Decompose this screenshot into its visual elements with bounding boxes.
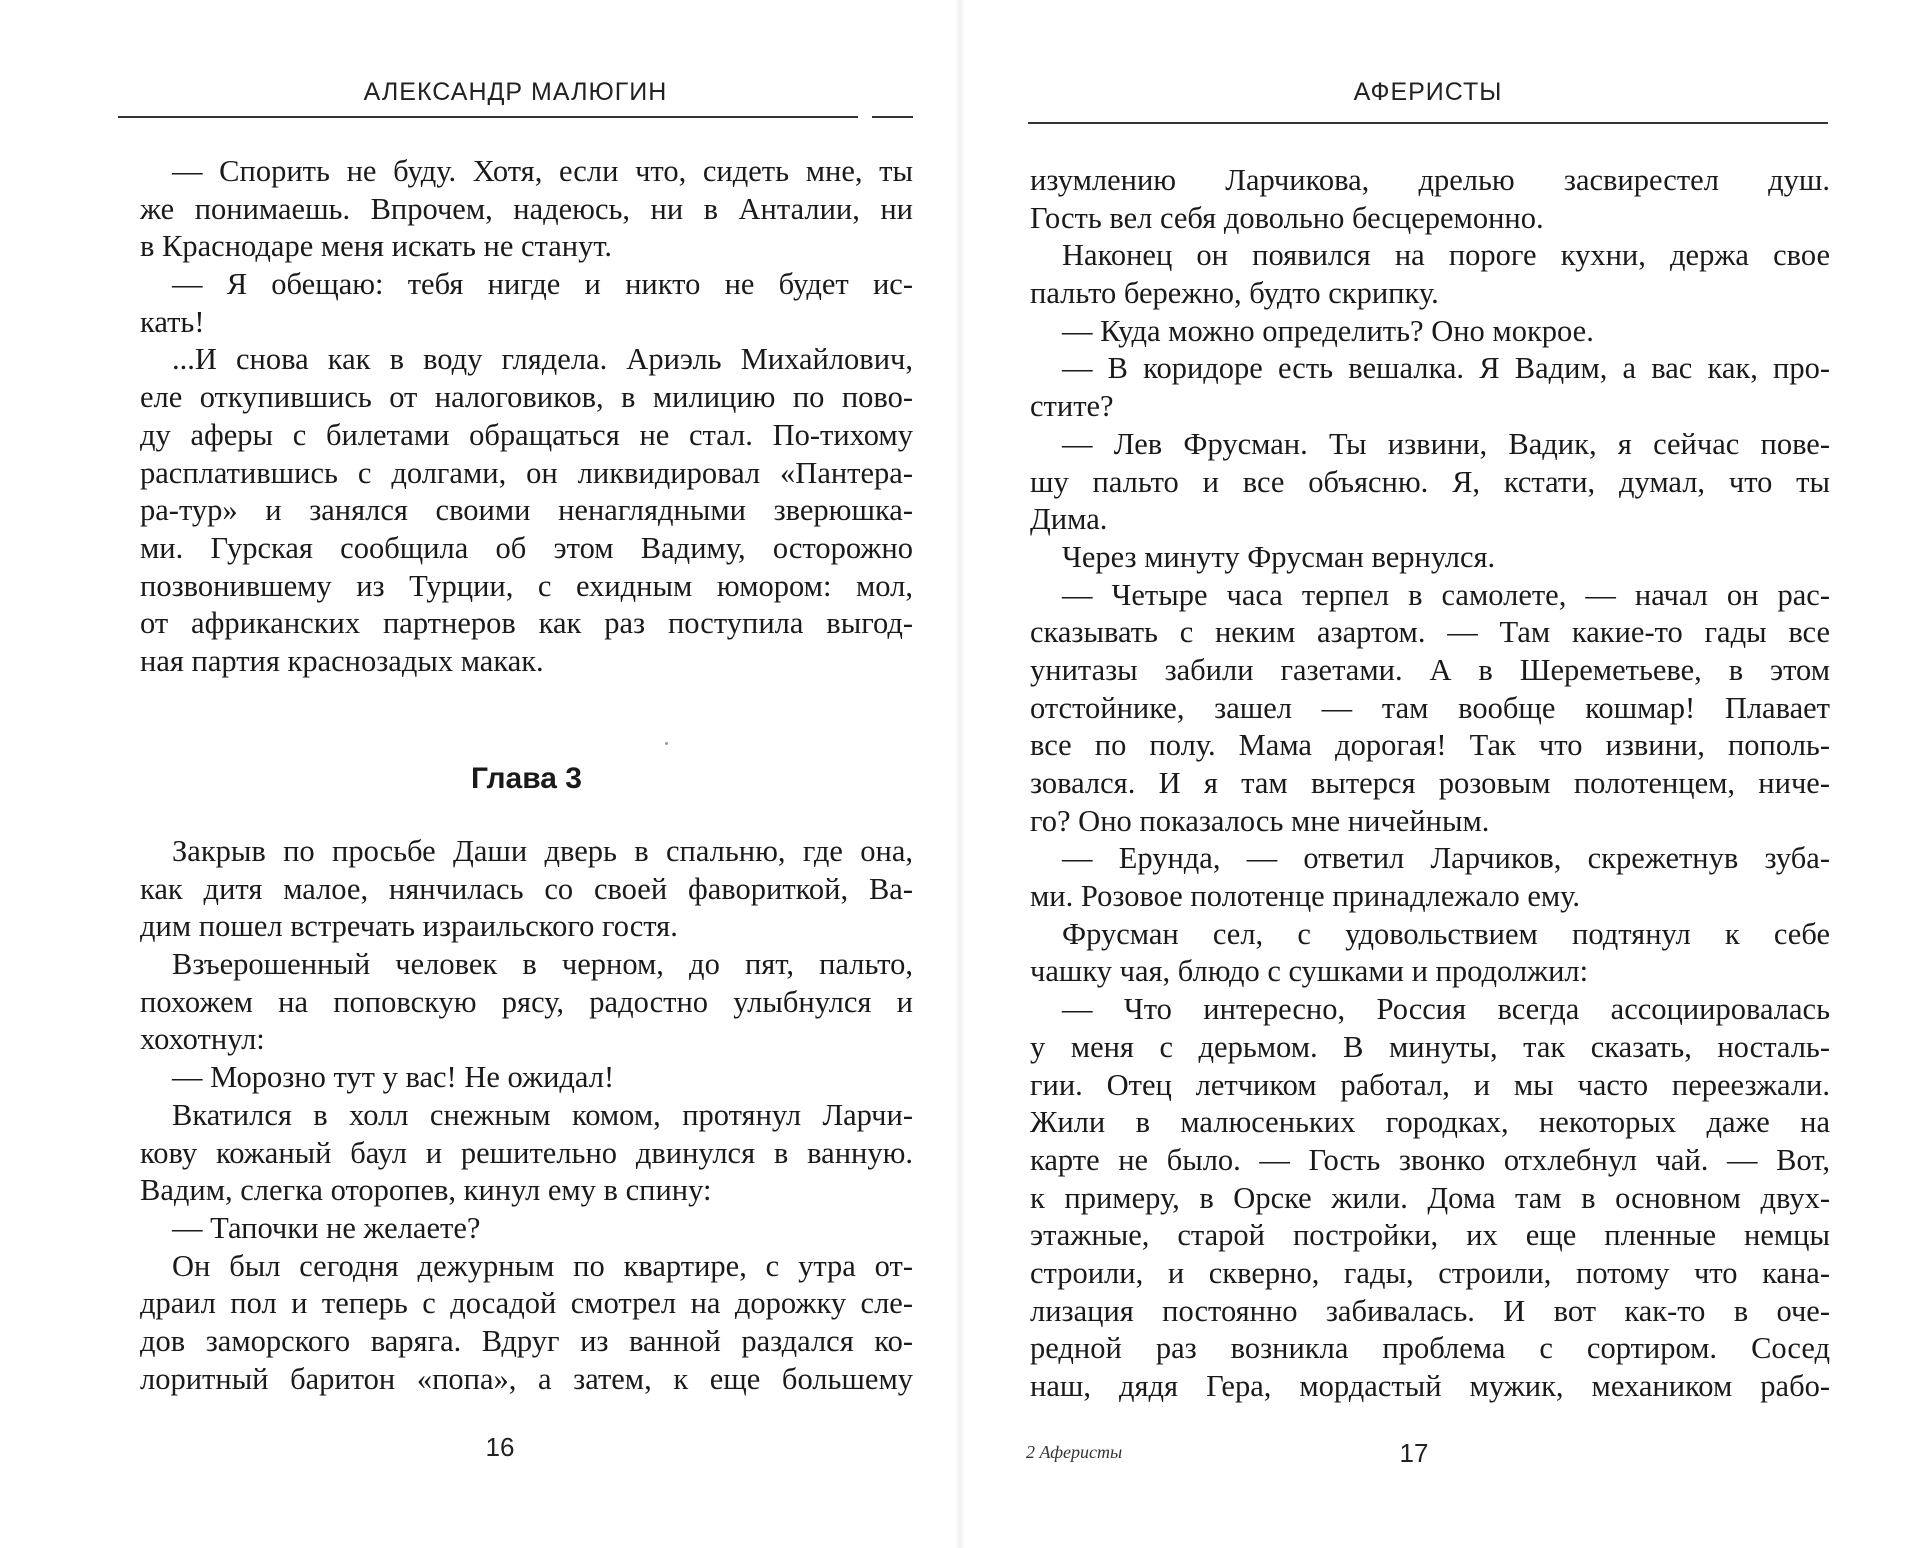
text-line: сказывать с неким азартом. — Там какие-то гады все (1030, 615, 1830, 650)
text-line: кову кожаный баул и решительно двинулся в ванную. (140, 1135, 913, 1170)
text-line: к примеру, в Орске жили. Дома там в основном двух- (1030, 1180, 1830, 1215)
text-line: ми. Гурская сообщила об этом Вадиму, осторожно (140, 530, 913, 565)
text-line: лоритный баритон «попа», а затем, к еще большему (140, 1361, 913, 1396)
text-line: позвонившему из Турции, с ехидным юмором: мол, (140, 568, 913, 603)
text-line: шу пальто и все объясню. Я, кстати, думал, что ты (1030, 464, 1830, 499)
text-line: Наконец он появился на пороге кухни, держа свое (1062, 238, 1830, 273)
text-line: ...И снова как в воду глядела. Ариэль Михайлович, (172, 342, 913, 377)
text-line: дим пошел встречать израильского гостя. (140, 909, 678, 944)
text-line: карте не было. — Гость звонко отхлебнул чай. — Вот, (1030, 1142, 1830, 1177)
text-line: все по полу. Мама дорогая! Так что извини, пополь- (1030, 728, 1830, 763)
text-line: Он был сегодня дежурным по квартире, с утра от- (172, 1248, 913, 1283)
text-line: хохотнул: (140, 1022, 265, 1057)
text-line: драил пол и теперь с досадой смотрел на дорожку сле- (140, 1286, 913, 1321)
text-line: кать! (140, 304, 205, 339)
signature-mark: 2 Аферисты (1026, 1442, 1123, 1462)
text-line: изумлению Ларчикова, дрелью засвирестел душ. (1030, 163, 1830, 197)
text-line: — Лев Фрусман. Ты извини, Вадик, я сейчас пове- (1062, 426, 1830, 461)
text-line: го? Оно показалось мне ничейным. (1030, 803, 1490, 838)
right-page (960, 0, 1921, 1548)
text-line: дов заморского варяга. Вдруг из ванной раздался ко- (140, 1323, 913, 1358)
text-line: Жили в малюсеньких городках, некоторых даже на (1030, 1105, 1830, 1140)
right-text-block (1030, 162, 1830, 1406)
text-line: чашку чая, блюдо с сушками и продолжил: (1030, 954, 1589, 989)
text-line: — В коридоре есть вешалка. Я Вадим, а вас как, про- (1062, 351, 1830, 386)
text-line: от африканских партнеров как раз поступила выгод- (140, 606, 913, 641)
text-line: похожем на поповскую рясу, радостно улыбнулся и (140, 984, 913, 1019)
text-line: в Краснодаре меня искать не станут. (140, 229, 612, 264)
print-speck (665, 742, 668, 745)
text-line: лизация постоянно забивалась. И вот как-то в оче- (1030, 1293, 1830, 1328)
text-line: — Что интересно, Россия всегда ассоциировалась (1062, 992, 1830, 1027)
right-running-head: АФЕРИСТЫ (1353, 78, 1503, 106)
text-line: гии. Отец летчиком работал, и мы часто переезжали. (1030, 1067, 1830, 1102)
text-line: — Я обещаю: тебя нигде и никто не будет ис- (172, 267, 913, 302)
chapter-title: Глава 3 (470, 762, 582, 795)
text-line: ра-тур» и занялся своими ненаглядными зверюшка- (140, 493, 913, 528)
text-line: — Спорить не буду. Хотя, если что, сидеть мне, ты (172, 154, 913, 188)
text-line: ду аферы с билетами обращаться не стал. По-тихому (140, 417, 913, 452)
text-line: пальто бережно, будто скрипку. (1030, 276, 1439, 311)
text-line: у меня с дерьмом. В минуты, так сказать, носталь- (1030, 1029, 1830, 1064)
text-line: редной раз возникла проблема с сортиром. Сосед (1030, 1331, 1830, 1366)
text-line: унитазы забили газетами. А в Шереметьеве, в этом (1030, 652, 1830, 687)
text-line: Фрусман сел, с удовольствием подтянул к себе (1062, 916, 1830, 951)
left-page (0, 0, 960, 1548)
text-line: ми. Розовое полотенце принадлежало ему. (1030, 879, 1580, 914)
text-line: Закрыв по просьбе Даши дверь в спальню, где она, (172, 834, 913, 868)
text-line: Через минуту Фрусман вернулся. (1062, 539, 1496, 574)
text-line: Гость вел себя довольно бесцеремонно. (1030, 200, 1544, 235)
left-header-rule (118, 116, 858, 118)
text-line: — Морозно тут у вас! Не ожидал! (172, 1060, 615, 1095)
text-line: зовался. И я там вытерся розовым полотенцем, ниче- (1030, 766, 1830, 800)
text-line: Взъерошенный человек в черном, до пят, пальто, (172, 947, 913, 982)
text-line: Дима. (1030, 502, 1108, 537)
text-line: строили, и скверно, гады, строили, потому что кана- (1030, 1255, 1830, 1290)
text-line: Вадим, слегка оторопев, кинул ему в спину: (140, 1173, 712, 1208)
text-line: — Четыре часа терпел в самолете, — начал он рас- (1062, 577, 1830, 612)
left-text-block-1 (140, 153, 913, 681)
text-line: — Ерунда, — ответил Ларчиков, скрежетнув зуба- (1062, 841, 1830, 876)
text-line: наш, дядя Гера, мордастый мужик, механиком рабо- (1030, 1369, 1830, 1403)
left-header-rule-end (872, 116, 913, 118)
left-text-block-2 (140, 833, 913, 1398)
text-line: отстойнике, зашел — там вообще кошмар! Плавает (1030, 690, 1830, 725)
text-line: — Тапочки не желаете? (172, 1210, 481, 1245)
text-line: же понимаешь. Впрочем, надеюсь, ни в Анталии, ни (140, 191, 913, 226)
text-line: стите? (1030, 389, 1114, 424)
text-line: еле откупившись от налоговиков, в милицию по пово- (140, 380, 913, 415)
left-running-head: АЛЕКСАНДР МАЛЮГИН (363, 78, 668, 106)
text-line: Вкатился в холл снежным комом, протянул Ларчи- (172, 1097, 913, 1132)
text-line: — Куда можно определить? Оно мокрое. (1062, 313, 1594, 348)
text-line: как дитя малое, нянчилась со своей фавориткой, Ва- (140, 871, 913, 906)
text-line: ная партия краснозадых макак. (140, 643, 544, 678)
right-header-rule (1028, 122, 1828, 124)
left-page-number: 16 (485, 1432, 515, 1462)
right-page-number: 17 (1399, 1438, 1429, 1468)
text-line: расплатившись с долгами, он ликвидировал «Пантера- (140, 455, 913, 490)
text-line: этажные, старой постройки, их еще пленные немцы (1030, 1218, 1830, 1253)
